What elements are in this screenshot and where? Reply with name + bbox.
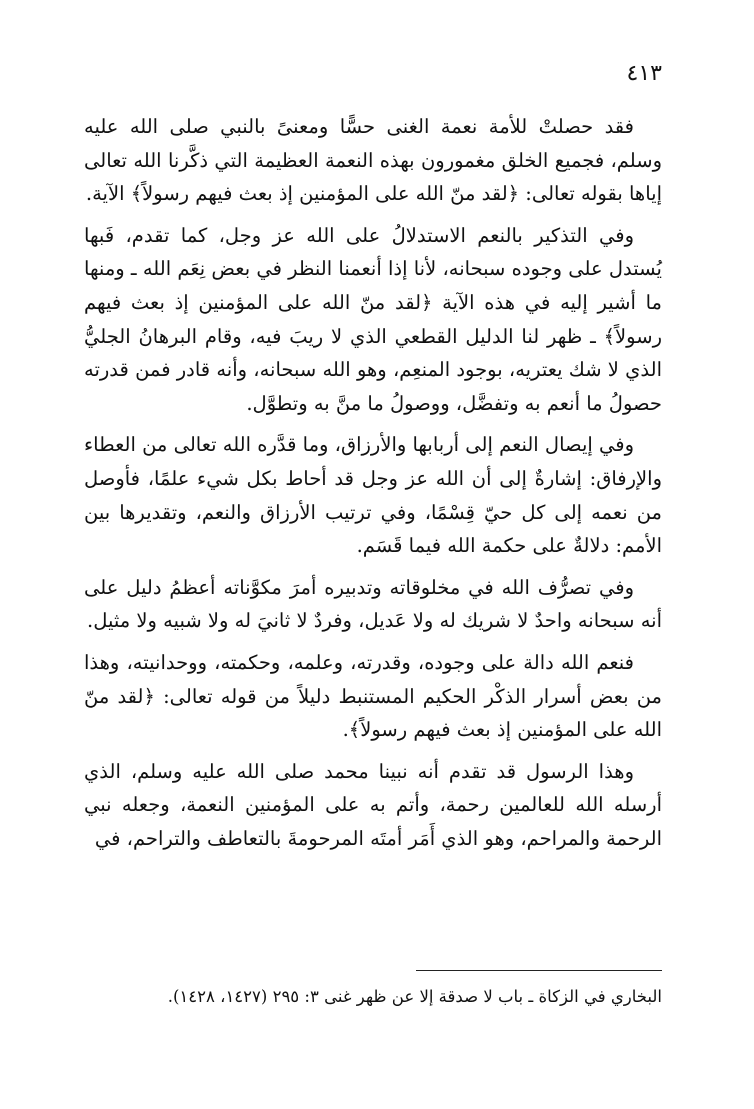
- paragraph-4: وفي تصرُّف الله في مخلوقاته وتدبيره أمرَ مكوَّناته أعظمُ دليل على أنه سبحانه واحدٌ لا شريك له ولا عَديل، وفردٌ لا ثانيَ له ولا شبيه ولا مثيل.: [84, 575, 662, 633]
- paragraph-2: وفي التذكير بالنعم الاستدلالُ على الله عز وجل، كما تقدم، فَبها يُستدل على وجوده سبحانه، لأنا إذا أنعمنا النظر في بعض نِعَم الله ـ ومنها ما أشير إليه في هذه الآية ﴿لقد منّ الله على المؤمنين إذ بعث فيهم رسولاً﴾ ـ ظهر لنا الدليل القطعي الذي لا ريبَ فيه، وقام البرهانُ الجليُّ الذي لا شك يعتريه، بوجود المنعِم، وهو الله سبحانه، وأنه قادر فمن قدرته حصولُ ما أنعم به وتفضَّل، ووصولُ ما منَّ به وتطوَّل.: [84, 223, 662, 415]
- paragraph-5: فنعم الله دالة على وجوده، وقدرته، وعلمه، وحكمته، ووحدانيته، وهذا من بعض أسرار الذكْر الحكيم المستنبط دليلاً من قوله تعالى: ﴿لقد منّ الله على المؤمنين إذ بعث فيهم رسولاً﴾.: [84, 650, 662, 742]
- page-number: ٤١٣: [626, 61, 662, 86]
- paragraph-1: فقد حصلتْ للأمة نعمة الغنى حسًّا ومعنىً بالنبي صلى الله عليه وسلم، فجميع الخلق مغمورون بهذه النعمة العظيمة التي ذكَّرنا الله تعالى إياها بقوله تعالى: ﴿لقد منّ الله على المؤمنين إذ بعث فيهم رسولاً﴾ الآية.: [84, 115, 662, 206]
- paragraph-6: وهذا الرسول قد تقدم أنه نبينا محمد صلى الله عليه وسلم، الذي أرسله الله للعالمين رحمة، وأتم به على المؤمنين النعمة، وجعله نبي الرحمة والمراحم، وهو الذي أَمَر أمتَه المرحومةَ بالتعاطف والتراحم، في: [84, 759, 662, 850]
- footnote: البخاري في الزكاة ـ باب لا صدقة إلا عن ظهر غنى ٣: ٢٩٥ (١٤٢٧، ١٤٢٨).: [167, 987, 662, 1006]
- main-text: [84, 110, 662, 863]
- footnote-divider: [416, 970, 662, 971]
- paragraph-3: وفي إيصال النعم إلى أربابها والأرزاق، وما قدَّره الله تعالى من العطاء والإرفاق: إشارةٌ إلى أن الله عز وجل قد أحاط بكل شيء علمًا، فأوصل من نعمه إلى كل حيّ قِسْمًا، وفي ترتيب الأرزاق والنعم، وتقديرها بين الأمم: دلالةٌ على حكمة الله فيما قَسَم.: [84, 433, 662, 558]
